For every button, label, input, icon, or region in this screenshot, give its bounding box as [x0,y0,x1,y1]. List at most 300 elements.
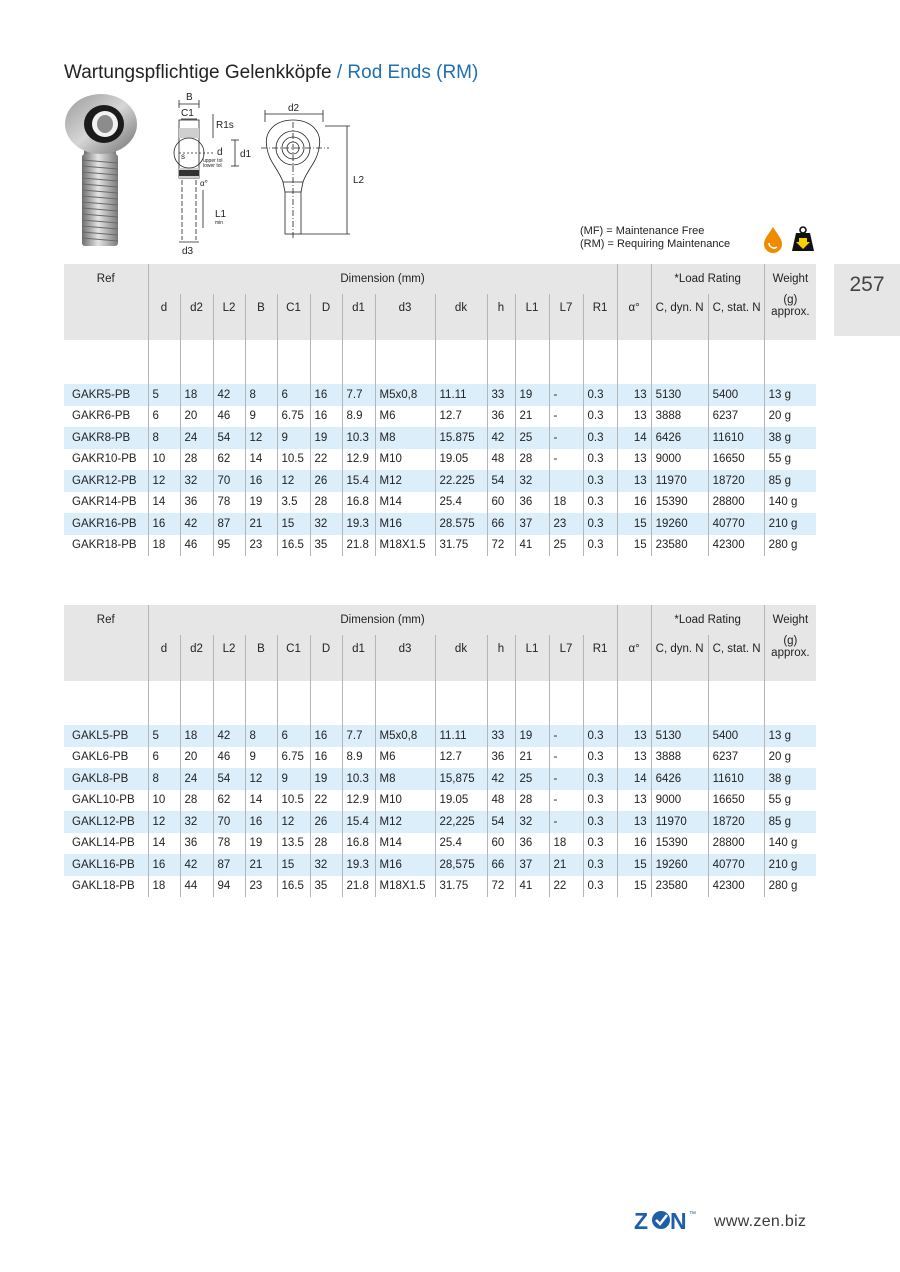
table-cell: 46 [180,535,213,557]
table-cell: 87 [213,513,245,535]
cell-ref: GAKL6-PB [72,751,129,764]
table-cell: 16 [310,384,342,406]
table-cell: - [549,384,583,406]
label-C1: C1 [181,108,194,119]
table-cell: 33 [487,725,515,747]
table-cell: 10 [148,790,180,812]
table-cell: 85 g [764,470,816,492]
table-cell: 6237 [708,406,764,428]
table-cell: 70 [213,811,245,833]
table-cell: 10.3 [342,427,375,449]
table-cell: 15390 [651,833,708,855]
table-cell: 54 [487,811,515,833]
table-cell: 20 [180,747,213,769]
table-cell: 16650 [708,790,764,812]
table-cell: 13 [617,449,651,471]
table-cell: 15.875 [435,427,487,449]
table-cell: 8 [245,725,277,747]
front-view-drawing [255,100,375,245]
cell-ref: GAKR5-PB [64,384,148,406]
table-cell: 16.8 [342,492,375,514]
label-d1: d1 [240,149,252,160]
table-cell: 11970 [651,811,708,833]
table-cell: 140 g [764,492,816,514]
table-cell: 72 [487,535,515,557]
table-cell: 16 [148,854,180,876]
table-cell: 36 [515,492,549,514]
table-cell: 60 [487,833,515,855]
table-cell: M6 [375,747,435,769]
table-cell: 10.5 [277,449,310,471]
table-cell: - [549,768,583,790]
table-cell: 16.5 [277,876,310,898]
table-cell: 62 [213,449,245,471]
table-cell: 14 [245,449,277,471]
col-C1: C1 [277,294,310,340]
table-cell: 72 [487,876,515,898]
table-cell: 41 [515,876,549,898]
table-cell: 25.4 [435,833,487,855]
table-cell: 18720 [708,811,764,833]
col-L2: L2 [213,635,245,681]
page-title [64,62,478,84]
col-d1: d1 [342,294,375,340]
table-row [64,725,816,747]
col-C1: C1 [277,635,310,681]
table-cell: 6426 [651,427,708,449]
table-cell: 35 [310,535,342,557]
table-cell: 32 [515,470,549,492]
table-cell: 10 [148,449,180,471]
table-cell: 28 [180,449,213,471]
table-cell: 37 [515,513,549,535]
table-cell: 36 [487,747,515,769]
header-dimension: Dimension (mm) [148,605,617,635]
table-cell: 28800 [708,492,764,514]
table-cell: 13 [617,790,651,812]
table-cell: 7.7 [342,725,375,747]
table-cell: 66 [487,854,515,876]
cell-ref: GAKR16-PB [64,513,148,535]
table-cell: 32 [180,811,213,833]
table-cell: 210 g [764,854,816,876]
table-cell: 12 [148,470,180,492]
table-cell: 18720 [708,470,764,492]
table-cell: 6426 [651,768,708,790]
table-cell: 22.225 [435,470,487,492]
table-cell: 16.5 [277,535,310,557]
table-cell: 0.3 [583,384,617,406]
col-h: h [487,635,515,681]
col-L1: L1 [515,635,549,681]
table-cell: - [549,406,583,428]
table-row [64,833,816,855]
table-cell: 19.05 [435,790,487,812]
table-cell: 15 [277,513,310,535]
table-cell: 21.8 [342,535,375,557]
table-cell: 23 [245,535,277,557]
footer-url[interactable]: www.zen.biz [714,1213,807,1230]
table-cell: 12.9 [342,449,375,471]
table-cell: - [549,811,583,833]
table-cell: 7.7 [342,384,375,406]
table-cell: 35 [310,876,342,898]
col-B: B [245,294,277,340]
table-cell: 0.3 [583,492,617,514]
table-cell: 14 [148,833,180,855]
table-cell: 5400 [708,384,764,406]
table-cell: M18X1.5 [375,535,435,557]
table-cell: 18 [549,492,583,514]
table-cell: 12 [277,811,310,833]
table-cell: 16 [310,725,342,747]
table-cell: 36 [180,833,213,855]
table-cell: 0.3 [583,854,617,876]
table-cell: 0.3 [583,811,617,833]
cell-ref: GAKR8-PB [64,427,148,449]
col-L7: L7 [549,635,583,681]
table-cell: 42 [213,384,245,406]
legend-mf: (MF) = Maintenance Free [580,225,705,237]
col-d3: d3 [375,635,435,681]
table-cell: 23580 [651,876,708,898]
table-cell: 0.3 [583,833,617,855]
table-cell: - [549,747,583,769]
lubrication-icons [762,225,818,253]
table-row [64,427,816,449]
cell-ref: GAKL16-PB [64,854,148,876]
table-cell: 28 [180,790,213,812]
table-row [64,790,816,812]
table-cell: 15 [617,854,651,876]
cell-ref: GAKL10-PB [72,794,135,807]
table-cell: 6 [277,384,310,406]
legend-rm: (RM) = Requiring Maintenance [580,238,731,250]
table-cell: 26 [310,811,342,833]
cell-ref: GAKR6-PB [72,410,131,423]
table-cell: 14 [617,427,651,449]
table-cell: 22 [310,449,342,471]
table-cell: 8.9 [342,747,375,769]
table-cell: 8 [148,768,180,790]
table-cell: 15 [617,876,651,898]
table-cell: 8 [148,427,180,449]
table-cell: 12 [148,811,180,833]
cell-ref: GAKR12-PB [64,470,148,492]
table-cell: 19260 [651,513,708,535]
table-cell: 6237 [708,747,764,769]
table-row [64,768,816,790]
table-cell: 15390 [651,492,708,514]
svg-text:Z: Z [634,1208,648,1232]
table-cell: 21.8 [342,876,375,898]
table-cell: 13 g [764,725,816,747]
table-cell: M12 [375,811,435,833]
table-cell: 12 [245,768,277,790]
table-cell: 16 [148,513,180,535]
table-cell: 13.5 [277,833,310,855]
table-cell: 16 [310,747,342,769]
col-R1: R1 [583,294,617,340]
table-cell: 13 [617,470,651,492]
col-c-dyn: C, dyn. N [651,635,708,681]
table-cell [549,470,583,492]
table-cell: 16650 [708,449,764,471]
table-cell: 42 [487,427,515,449]
weight-down-icon [792,227,814,251]
header-weight: Weight [764,605,816,635]
table-cell: 12 [277,470,310,492]
table-cell: 44 [180,876,213,898]
table-cell: 38 g [764,768,816,790]
table-cell: 5 [148,384,180,406]
table-cell: 9000 [651,790,708,812]
table-cell: 24 [180,427,213,449]
table-cell: 19.05 [435,449,487,471]
col-dk: dk [435,635,487,681]
table-cell: 19 [245,492,277,514]
table-cell: - [549,790,583,812]
table-cell: 280 g [764,535,816,557]
table-cell: 20 [180,406,213,428]
table-cell: - [549,449,583,471]
table-cell: 12.7 [435,747,487,769]
table-cell: 15 [617,513,651,535]
col-D: D [310,294,342,340]
table-cell: 6.75 [277,406,310,428]
table-cell: 40770 [708,854,764,876]
table-cell: M8 [375,768,435,790]
cell-ref: GAKR18-PB [72,539,137,552]
table-cell: 0.3 [583,768,617,790]
cell-ref: GAKL8-PB [64,768,148,790]
header-dimension: Dimension (mm) [148,264,617,294]
weight-unit: (g) [783,635,798,647]
table-cell: 48 [487,790,515,812]
table-cell: 12 [245,427,277,449]
table-cell: M14 [375,833,435,855]
col-c-stat: C, stat. N [708,294,764,340]
col-D: D [310,635,342,681]
table-cell: 23580 [651,535,708,557]
table-cell: 0.3 [583,747,617,769]
table-cell: 25.4 [435,492,487,514]
table-cell: 12.7 [435,406,487,428]
table-cell: 16.8 [342,833,375,855]
table-cell: 32 [515,811,549,833]
table-cell: 21 [245,854,277,876]
label-d3: d3 [182,246,194,255]
table-cell: 23 [549,513,583,535]
col-alpha: α° [617,635,651,681]
table-cell: 31.75 [435,535,487,557]
table-row [64,449,816,471]
label-s: s [181,152,185,161]
title-separator: / [331,62,348,83]
table-cell: 48 [487,449,515,471]
table-cell: 62 [213,790,245,812]
table-cell: 19 [245,833,277,855]
table-cell: 14 [245,790,277,812]
col-L1: L1 [515,294,549,340]
col-L2: L2 [213,294,245,340]
table-cell: 55 g [764,790,816,812]
table-cell: 25 [515,427,549,449]
table-cell: 28.575 [435,513,487,535]
header-load-rating: *Load Rating [651,264,764,294]
table-cell: 6 [148,747,180,769]
label-d: d [217,147,223,158]
label-min: min [215,220,224,226]
title-german: Wartungspflichtige Gelenkköpfe [64,62,332,83]
col-h: h [487,294,515,340]
table-cell: 32 [180,470,213,492]
zen-logo [634,1208,706,1232]
table-cell: 19.3 [342,513,375,535]
header-weight: Weight [764,264,816,294]
cell-ref: GAKL18-PB [72,880,135,893]
table-cell: - [549,725,583,747]
col-d: d [148,635,180,681]
table-row [64,470,816,492]
table-cell: - [549,427,583,449]
header-load-rating: *Load Rating [651,605,764,635]
table-cell: 32 [310,513,342,535]
table-cell: 28 [310,492,342,514]
table-cell: 9000 [651,449,708,471]
col-weight-unit [764,294,816,340]
table-cell: 18 [180,725,213,747]
table-cell: 33 [487,384,515,406]
table-cell: 21 [245,513,277,535]
table-cell: 15 [277,854,310,876]
table-cell: 10.5 [277,790,310,812]
table-cell: 15 [617,535,651,557]
table-cell: 19 [310,427,342,449]
col-d1: d1 [342,635,375,681]
table-cell: 18 [148,876,180,898]
table-cell: 41 [515,535,549,557]
table-cell: 78 [213,833,245,855]
col-alpha: α° [617,294,651,340]
weight-unit: (g) [783,294,798,306]
table-cell: M5x0,8 [375,725,435,747]
table-cell: 13 [617,725,651,747]
table-cell: 22,225 [435,811,487,833]
cell-ref: GAKL5-PB [64,725,148,747]
weight-approx: approx. [771,647,810,659]
table-cell: 15.4 [342,470,375,492]
table-cell: 8 [245,384,277,406]
table-cell: 16 [310,406,342,428]
cell-ref: GAKL12-PB [64,811,148,833]
col-d3: d3 [375,294,435,340]
label-L1: L1 [215,209,227,220]
table-cell: 25 [549,535,583,557]
col-d: d [148,294,180,340]
table-cell: 0.3 [583,725,617,747]
table-cell: 0.3 [583,876,617,898]
table-cell: 20 g [764,747,816,769]
table-cell: 9 [277,427,310,449]
table-cell: 21 [549,854,583,876]
col-dk: dk [435,294,487,340]
col-B: B [245,635,277,681]
table-cell: 19 [515,725,549,747]
table-cell: 0.3 [583,535,617,557]
label-R1s: R1s [216,120,234,131]
table-row [64,513,816,535]
table-cell: 3888 [651,406,708,428]
page-number-tab [834,264,900,336]
page-number: 257 [849,273,885,296]
table-cell: 20 g [764,406,816,428]
table-row [64,876,816,898]
table-cell: 26 [310,470,342,492]
table-cell: 85 g [764,811,816,833]
table-cell: 60 [487,492,515,514]
label-upper-tol: upper tol [203,158,223,164]
table-cell: M12 [375,470,435,492]
weight-approx: approx. [771,306,810,318]
table-cell: 0.3 [583,406,617,428]
table-cell: 280 g [764,876,816,898]
table-cell: 16 [617,492,651,514]
table-cell: 19.3 [342,854,375,876]
header-ref: Ref [64,264,148,294]
title-english: Rod Ends (RM) [347,62,479,83]
label-B: B [186,92,193,103]
table-cell: 18 [180,384,213,406]
rod-end-table-left-hand [64,605,816,897]
table-cell: 25 [515,768,549,790]
table-cell: 0.3 [583,427,617,449]
section-drawing [165,90,260,255]
table-row [64,406,816,428]
table-cell: 42300 [708,876,764,898]
table-cell: 14 [148,492,180,514]
table-cell: 95 [213,535,245,557]
table-cell: 70 [213,470,245,492]
table-cell: 46 [213,747,245,769]
label-lower-tol: lower tol [203,163,222,169]
table-cell: 210 g [764,513,816,535]
label-L2: L2 [353,175,365,186]
table-cell: M16 [375,513,435,535]
table-cell: 42 [180,513,213,535]
oil-drop-icon [764,227,782,253]
table-cell: 6.75 [277,747,310,769]
table-cell: 19260 [651,854,708,876]
col-d2: d2 [180,294,213,340]
table-cell: 28,575 [435,854,487,876]
table-cell: M16 [375,854,435,876]
table-cell: 38 g [764,427,816,449]
table-cell: 36 [180,492,213,514]
table-cell: 0.3 [583,449,617,471]
maintenance-legend [580,225,730,251]
table-cell: 11610 [708,427,764,449]
table-cell: 21 [515,406,549,428]
table-cell: 36 [487,406,515,428]
table-row [64,747,816,769]
table-cell: 42 [180,854,213,876]
table-cell: 13 [617,384,651,406]
table-cell: 8.9 [342,406,375,428]
table-cell: 28800 [708,833,764,855]
table-cell: 18 [148,535,180,557]
table-cell: 5 [148,725,180,747]
